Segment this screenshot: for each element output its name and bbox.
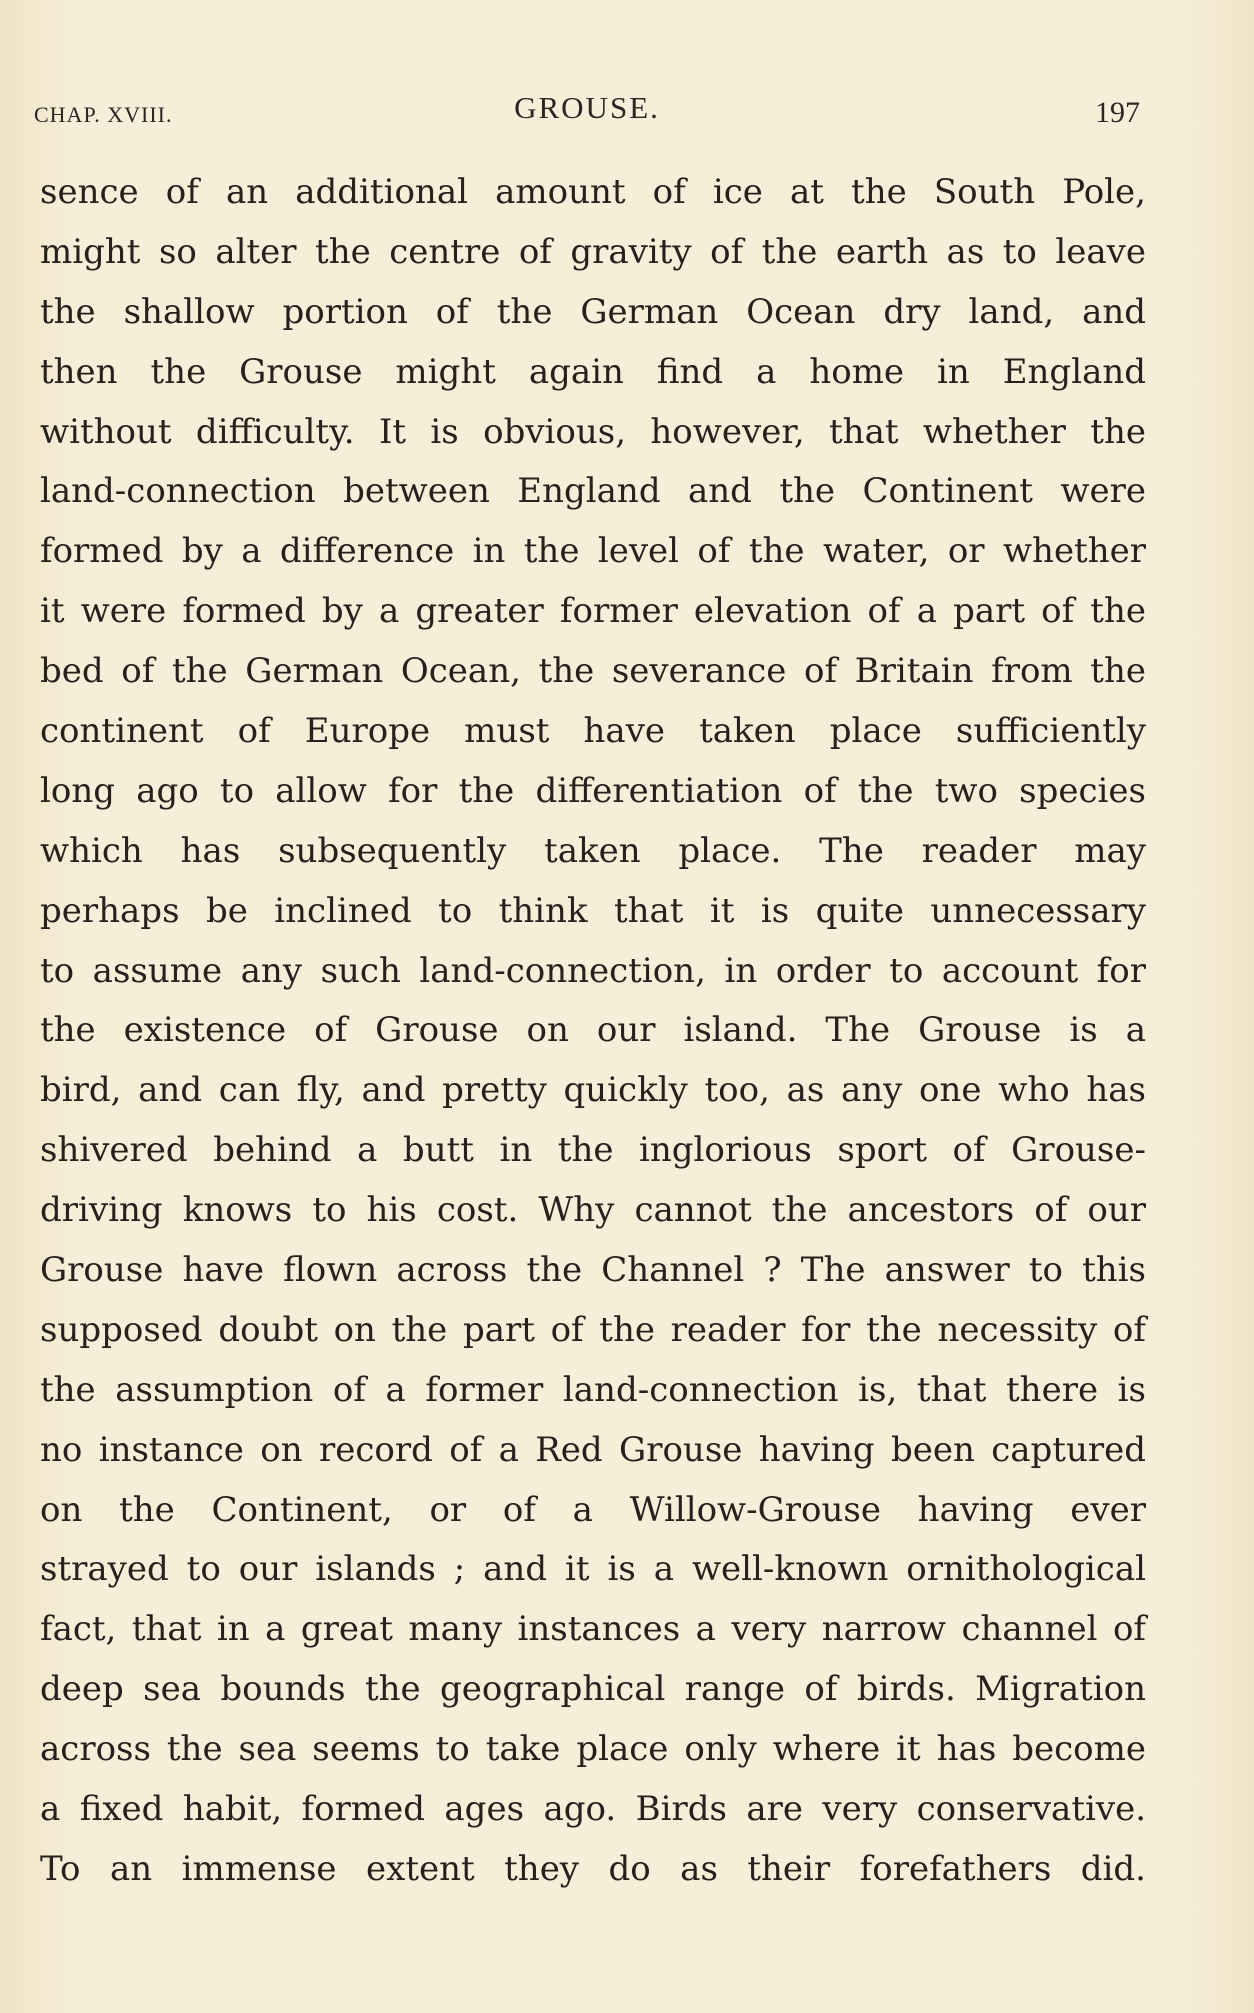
text-line: across the sea seems to take place only where it has become — [40, 1729, 1146, 1770]
text-line: strayed to our islands ; and it is a well-known ornithological — [40, 1549, 1146, 1590]
text-line: on the Continent, or of a Willow-Grouse having ever — [40, 1489, 1146, 1530]
chapter-label: CHAP. XVIII. — [34, 102, 173, 127]
text-line: bed of the German Ocean, the severance of Britain from the — [40, 651, 1146, 692]
body-text — [40, 163, 1146, 1900]
text-line: sence of an additional amount of ice at the South Pole, — [40, 172, 1146, 212]
running-head — [34, 88, 1140, 138]
page-title: GROUSE. — [514, 90, 660, 125]
text-line: formed by a difference in the level of the water, or whether — [40, 531, 1146, 572]
text-line: To an immense extent they do as their forefathers did. — [40, 1848, 1146, 1889]
text-line: no instance on record of a Red Grouse having been captured — [40, 1429, 1146, 1470]
text-line: supposed doubt on the part of the reader for the necessity of — [40, 1309, 1146, 1350]
text-line: continent of Europe must have taken place sufficiently — [40, 711, 1146, 752]
text-line: the assumption of a former land-connection is, that there is — [40, 1369, 1146, 1410]
text-line: a fixed habit, formed ages ago. Birds are very conservative. — [40, 1789, 1146, 1830]
text-line: long ago to allow for the differentiation of the two species — [40, 770, 1146, 811]
text-line: shivered behind a butt in the inglorious sport of Grouse- — [40, 1130, 1146, 1171]
text-line: which has subsequently taken place. The reader may — [40, 830, 1146, 871]
text-line: it were formed by a greater former elevation of a part of the — [40, 591, 1146, 632]
text-line: the existence of Grouse on our island. The Grouse is a — [40, 1010, 1146, 1051]
text-line: deep sea bounds the geographical range of birds. Migration — [40, 1669, 1146, 1710]
text-line: land-connection between England and the Continent were — [40, 471, 1146, 512]
text-line: fact, that in a great many instances a very narrow channel of — [40, 1609, 1146, 1650]
text-line: might so alter the centre of gravity of the earth as to leave — [40, 231, 1146, 272]
text-line: without difficulty. It is obvious, however, that whether the — [40, 411, 1146, 452]
text-line: driving knows to his cost. Why cannot the ancestors of our — [40, 1190, 1146, 1231]
text-line: bird, and can fly, and pretty quickly too, as any one who has — [40, 1070, 1146, 1111]
text-line: to assume any such land-connection, in order to account for — [40, 950, 1146, 991]
text-line: Grouse have flown across the Channel ? The answer to this — [40, 1250, 1146, 1291]
text-line: perhaps be inclined to think that it is quite unnecessary — [40, 890, 1146, 931]
page-number: 197 — [1095, 96, 1140, 129]
text-line: then the Grouse might again find a home in England — [40, 351, 1146, 392]
text-line: the shallow portion of the German Ocean dry land, and — [40, 291, 1146, 332]
